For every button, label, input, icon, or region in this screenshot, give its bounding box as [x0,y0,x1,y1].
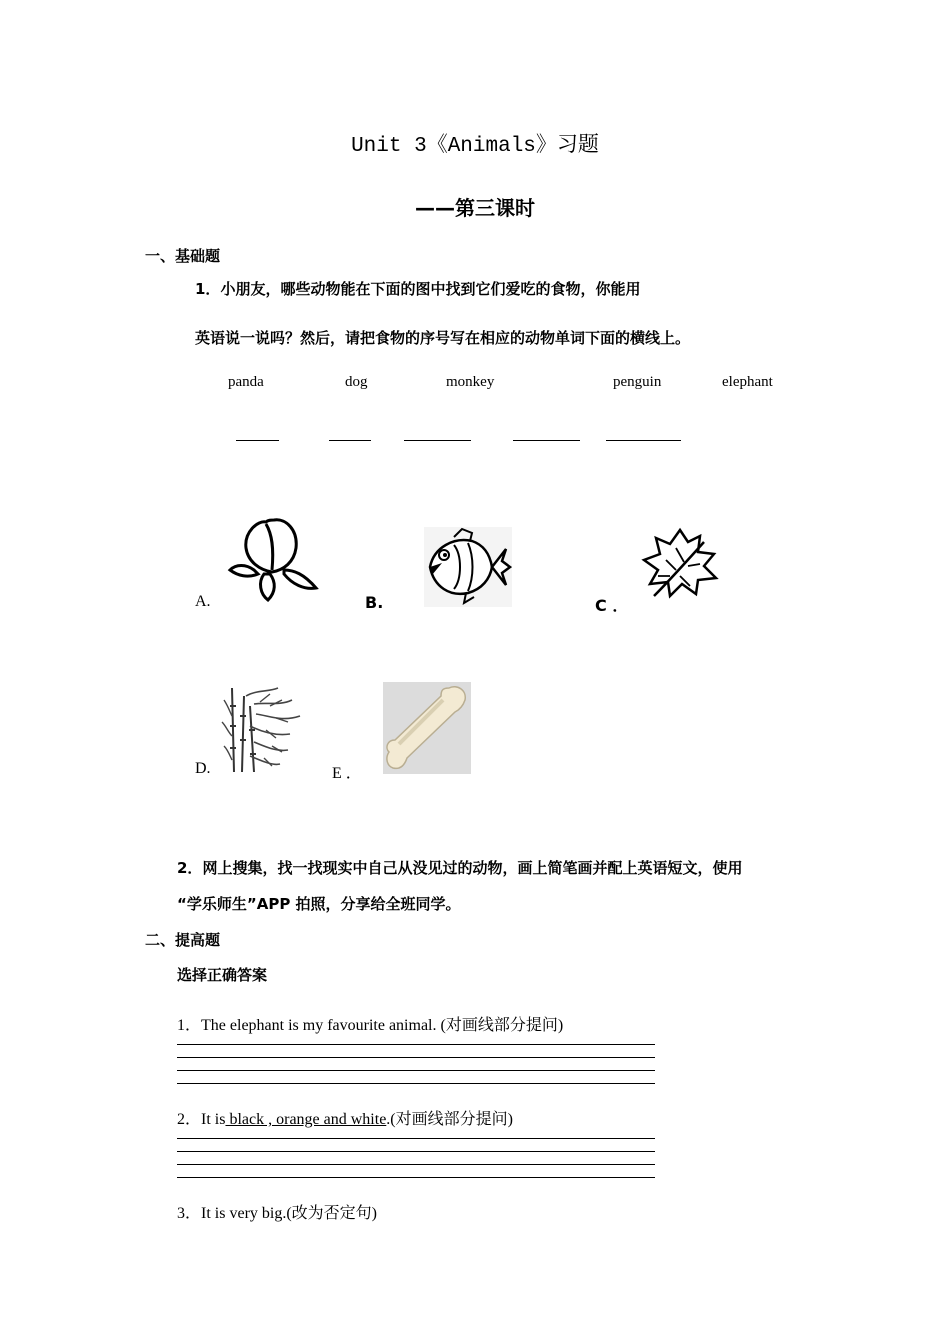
writing-line[interactable] [177,1164,655,1165]
writing-line[interactable] [177,1044,655,1045]
q2-number: 2． [177,859,203,877]
q2-line1: 网上搜集，找一找现实中自己从没见过的动物，画上简笔画并配上英语短文，使用 [202,859,743,877]
q2-line2: “学乐师生”APP 拍照，分享给全班同学。 [177,895,461,913]
leaf-icon [640,526,720,604]
bone-icon [383,682,471,774]
q1-text-line1 [195,278,640,299]
animal-word-elephant: elephant [722,374,773,390]
writing-line[interactable] [177,1057,655,1058]
option-c-label: C ． [595,596,629,615]
q1-line2: 英语说一说吗？然后，请把食物的序号写在相应的动物单词下面的横线上。 [195,329,691,347]
item-2-underlined: black , orange and white [225,1111,387,1128]
item-2-after: .(对画线部分提问) [386,1111,513,1128]
exercise-item-1 [177,1012,563,1035]
page-subtitle: ——第三课时 [415,196,535,220]
answer-blank-penguin[interactable] [513,440,580,441]
answer-blank-panda[interactable] [236,440,279,441]
writing-line[interactable] [177,1070,655,1071]
answer-blank-elephant[interactable] [606,440,681,441]
option-a-label: A. [195,593,211,610]
answer-blank-dog[interactable] [329,440,371,441]
section2-heading: 二、提高题 [145,931,221,949]
item-1-after: (对画线部分提问) [436,1017,564,1034]
section1-heading: 一、基础题 [145,247,221,265]
exercise-item-2 [177,1106,513,1129]
option-d-label: D. [195,760,211,777]
page-title: Unit 3《Animals》习题 [351,135,599,158]
animal-word-penguin: penguin [613,374,662,390]
writing-line[interactable] [177,1151,655,1152]
answer-blank-monkey[interactable] [404,440,471,441]
bamboo-icon [220,686,306,774]
item-1-number: 1． [177,1017,202,1034]
animal-word-monkey: monkey [446,374,495,390]
exercise-item-3 [177,1200,377,1223]
option-b-label: B. [365,593,384,612]
writing-line[interactable] [177,1083,655,1084]
item-3-before: It is very big.(改为否定句) [201,1205,377,1222]
animal-word-panda: panda [228,374,264,390]
writing-line[interactable] [177,1138,655,1139]
q1-number: 1． [195,280,221,298]
fish-icon [424,527,512,607]
item-1-before: The elephant is my favourite animal. [201,1017,437,1034]
peach-icon [226,512,320,604]
writing-line[interactable] [177,1177,655,1178]
item-2-before: It is [201,1111,226,1128]
animal-word-dog: dog [345,374,368,390]
item-2-number: 2． [177,1111,202,1128]
q1-line1: 小朋友，哪些动物能在下面的图中找到它们爱吃的食物，你能用 [220,280,641,298]
item-3-number: 3． [177,1205,202,1222]
q2-text-line1 [177,857,742,878]
option-e-label: E ． [332,765,362,782]
section2-instruction: 选择正确答案 [177,966,268,984]
